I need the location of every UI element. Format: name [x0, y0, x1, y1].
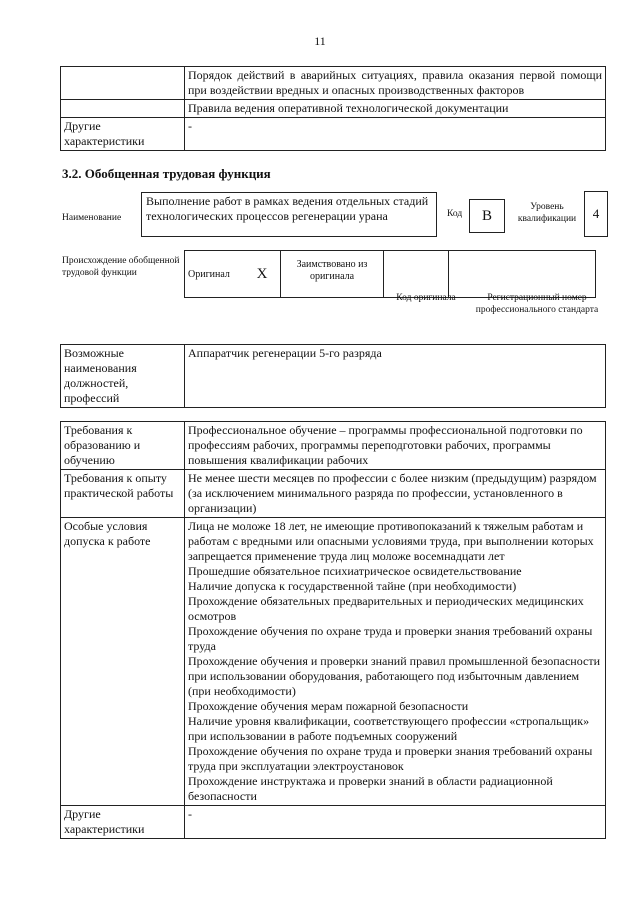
table-row — [61, 470, 606, 518]
admission-label: Особые условия допуска к работе — [61, 518, 185, 806]
top-table — [60, 66, 606, 151]
list-item: Прохождение обучения и проверки знаний правил промышленной безопасности при использовании оборудования, работающего под избыточным давлением (при необходимости) — [188, 654, 601, 698]
code-value: B — [469, 199, 505, 233]
list-item: Прохождение инструктажа и проверки знаний в области радиационной безопасности — [188, 774, 553, 803]
reg-number-caption: Регистрационный номер профессионального стандарта — [475, 293, 599, 315]
list-item: Лица не моложе 18 лет, не имеющие противопоказаний к тяжелым работам и работам с вредными или опасными условиями труда, при выполнении которых запрещается применение труда лиц моложе восемнадцати лет — [188, 519, 594, 563]
experience-label: Требования к опыту практической работы — [61, 470, 185, 518]
table-row — [61, 67, 606, 100]
page-number: 11 — [314, 34, 326, 48]
table-row — [61, 118, 606, 151]
row-label — [61, 67, 185, 100]
list-item: Прохождение обучения по охране труда и проверки знания требований охраны труда при эксплуатации электроустановок — [188, 744, 593, 773]
row-value: Правила ведения оперативной технологической документации — [185, 100, 606, 118]
name-label: Наименование — [62, 213, 122, 223]
list-item: Прохождение обязательных предварительных и периодических медицинских осмотров — [188, 594, 584, 623]
table-row — [61, 100, 606, 118]
other-value: - — [185, 806, 606, 839]
row-label — [61, 100, 185, 118]
section-title: 3.2. Обобщенная трудовая функция — [62, 166, 271, 181]
list-item: Прошедшие обязательное психиатрическое освидетельствование — [188, 564, 522, 578]
education-value: Профессиональное обучение – программы профессиональной подготовки по профессиям рабочих, программы переподготовки рабочих, программы повышения квалификации рабочих — [185, 422, 606, 470]
table-row — [61, 422, 606, 470]
row-value: - — [185, 118, 606, 151]
admission-value — [185, 518, 606, 806]
origin-label: Происхождение обобщенной трудовой функции — [62, 256, 180, 278]
original-label: Оригинал — [185, 251, 245, 298]
function-name: Выполнение работ в рамках ведения отдельных стадий технологических процессов регенерации урана — [141, 192, 437, 237]
positions-label: Возможные наименования должностей, профессий — [61, 345, 185, 408]
positions-value: Аппаратчик регенерации 5-го разряда — [185, 345, 606, 408]
table-row — [61, 518, 606, 806]
table-row — [61, 806, 606, 839]
level-label: Уровень квалификации — [517, 202, 577, 224]
education-label: Требования к образованию и обучению — [61, 422, 185, 470]
requirements-table — [60, 421, 606, 839]
experience-value: Не менее шести месяцев по профессии с более низким (предыдущим) разрядом (за исключением минимального разряда по профессии, установленного в организации) — [185, 470, 606, 518]
reg-number-cell — [449, 251, 596, 298]
table-row — [185, 251, 596, 298]
positions-table — [60, 344, 606, 408]
list-item: Прохождение обучения мерам пожарной безопасности — [188, 699, 469, 713]
level-value: 4 — [584, 191, 608, 237]
original-mark: X — [244, 251, 281, 298]
row-value: Порядок действий в аварийных ситуациях, правила оказания первой помощи при воздействии вредных и опасных производственных факторов — [185, 67, 606, 100]
row-label: Другие характеристики — [61, 118, 185, 151]
list-item: Наличие допуска к государственной тайне (при необходимости) — [188, 579, 517, 593]
code-original-caption: Код оригинала — [396, 293, 456, 303]
origin-table — [184, 250, 596, 298]
code-label: Код — [447, 209, 463, 219]
list-item: Прохождение обучения по охране труда и проверки знания требований охраны труда — [188, 624, 593, 653]
code-original-cell — [384, 251, 449, 298]
table-row — [61, 345, 606, 408]
borrowed-label: Заимствовано из оригинала — [281, 251, 384, 298]
other-label: Другие характеристики — [61, 806, 185, 839]
list-item: Наличие уровня квалификации, соответствующего профессии «стропальщик» при использовании в работе подъемных сооружений — [188, 714, 590, 743]
